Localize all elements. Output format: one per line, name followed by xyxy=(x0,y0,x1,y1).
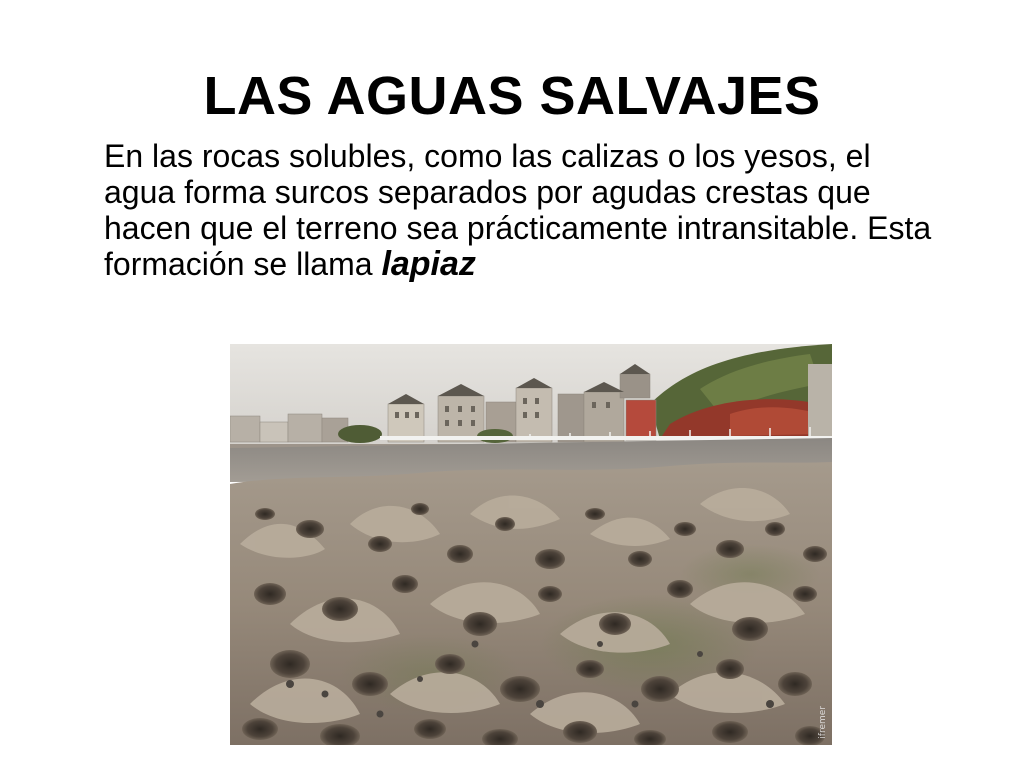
lapiaz-photo xyxy=(230,344,832,745)
slide-title: LAS AGUAS SALVAJES xyxy=(203,66,821,126)
photo-credit: ifremer xyxy=(818,706,828,739)
body-text: En las rocas solubles, como las calizas o los yesos, el agua forma surcos separados por agudas crestas que hacen que el terreno sea prácticamente intransitable. Esta formación se llama xyxy=(104,138,932,282)
body-paragraph xyxy=(104,138,934,282)
lapiaz-photo-illustration xyxy=(230,344,832,745)
highlighted-term: lapiaz xyxy=(381,245,476,283)
